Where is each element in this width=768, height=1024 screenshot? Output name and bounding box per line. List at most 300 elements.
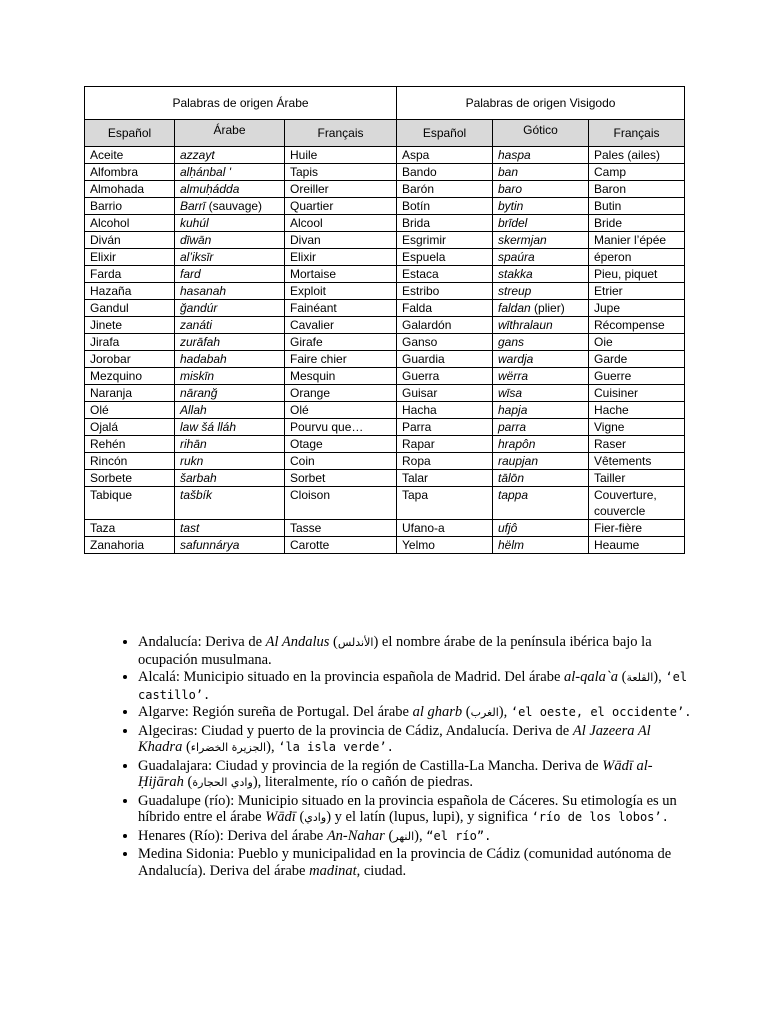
italic-term: al-qala`a (564, 669, 618, 685)
text-part: ( (182, 739, 191, 755)
source-word-cell (175, 283, 285, 300)
table-row (85, 181, 685, 198)
place-name: Algeciras (138, 722, 194, 739)
source-word-cell (175, 537, 285, 554)
text-part: ), (414, 827, 427, 844)
cell-text: Talar (402, 471, 429, 485)
source-word-cell (175, 249, 285, 266)
word-cell (85, 436, 175, 453)
cell-text: Carotte (290, 538, 330, 552)
source-word-cell (175, 317, 285, 334)
cell-text: Quartier (290, 199, 334, 213)
list-item (138, 723, 698, 757)
word-cell (397, 385, 493, 402)
word-cell (589, 317, 685, 334)
quoted-meaning: ‘río de los lobos’. (531, 810, 669, 824)
source-word-cell (175, 266, 285, 283)
cell-text: Brida (402, 216, 431, 230)
place-name-list (108, 634, 698, 880)
cell-text: Aspa (402, 148, 430, 162)
word-cell (589, 402, 685, 419)
arabic-script: وادي (304, 811, 327, 824)
cell-text: hrapôn (498, 437, 536, 451)
source-word-cell (175, 487, 285, 520)
word-cell (285, 147, 397, 164)
text-part: ( (329, 634, 338, 650)
word-cell (285, 402, 397, 419)
place-name: Henares (Río) (138, 827, 220, 844)
cell-text: hëlm (498, 538, 525, 552)
word-cell (285, 283, 397, 300)
word-cell (589, 520, 685, 537)
cell-text: Huile (290, 148, 318, 162)
cell-text: Cloison (290, 488, 331, 502)
cell-text: Aceite (90, 148, 124, 162)
table-row (85, 385, 685, 402)
source-word-cell (493, 266, 589, 283)
cell-text: rihān (180, 437, 207, 451)
word-cell (85, 164, 175, 181)
text-part: ( (295, 809, 305, 825)
cell-text: Exploit (290, 284, 327, 298)
text-part: ( (183, 774, 193, 790)
cell-text: Hazaña (90, 284, 132, 298)
cell-text: Esgrimir (402, 233, 446, 247)
text-part: ), literalmente, río o cañón de piedras. (252, 774, 474, 790)
cell-text: Otage (290, 437, 323, 451)
word-cell (85, 181, 175, 198)
word-cell (85, 453, 175, 470)
cell-text: Girafe (290, 335, 323, 349)
word-cell (589, 181, 685, 198)
text-part: ), (653, 669, 666, 685)
cell-text: Baron (594, 182, 627, 196)
cell-text: Botín (402, 199, 431, 213)
source-word-cell (175, 181, 285, 198)
word-cell (589, 419, 685, 436)
cell-text: Garde (594, 352, 628, 366)
word-cell (285, 537, 397, 554)
cell-text: hadabah (180, 352, 227, 366)
cell-text: wīthralaun (498, 318, 553, 332)
source-word-cell (493, 436, 589, 453)
italic-term: Al Jazeera Al Khadra (138, 722, 651, 755)
source-word-cell (493, 215, 589, 232)
word-cell (85, 266, 175, 283)
cell-text: Ropa (402, 454, 431, 468)
word-cell (589, 164, 685, 181)
source-word-cell (175, 334, 285, 351)
source-word-cell (175, 215, 285, 232)
text-part: : Municipio situado en la provincia española de Cáceres. Su etimología es un híbrido entre el árabe (138, 792, 677, 825)
cell-text: Cavalier (290, 318, 335, 332)
source-word-cell (175, 351, 285, 368)
list-item (138, 634, 698, 668)
word-cell (85, 300, 175, 317)
table-row (85, 470, 685, 487)
table-row (85, 147, 685, 164)
text-part: : Ciudad y puerto de la provincia de Cádiz, Andalucía. Deriva de (193, 722, 573, 739)
table-row (85, 402, 685, 419)
cell-text: Guardia (402, 352, 445, 366)
cell-text: rukn (180, 454, 204, 468)
cell-text: Mezquino (90, 369, 143, 383)
arabic-script: النهر (393, 829, 415, 843)
cell-text: Raser (594, 437, 627, 451)
source-word-cell (175, 402, 285, 419)
table-row (85, 300, 685, 317)
word-cell (397, 300, 493, 317)
text-part: ( (384, 827, 394, 844)
text-part: ( (462, 704, 471, 720)
cell-text: Elixir (290, 250, 316, 264)
quoted-meaning: ‘el oeste, el occidente’. (510, 705, 692, 719)
place-name: Medina Sidonia (138, 846, 231, 862)
word-cell (85, 334, 175, 351)
word-cell (397, 520, 493, 537)
cell-text: Elixir (90, 250, 116, 264)
cell-text: Jorobar (90, 352, 131, 366)
word-cell (397, 317, 493, 334)
cell-text: baro (498, 182, 523, 196)
word-cell (397, 164, 493, 181)
place-name: Algarve (138, 704, 185, 720)
cell-text: tālōn (498, 471, 525, 485)
word-cell (589, 147, 685, 164)
cell-text: Ganso (402, 335, 438, 349)
cell-text: Farda (90, 267, 122, 281)
cell-text: ban (498, 165, 519, 179)
word-cell (285, 232, 397, 249)
word-cell (397, 334, 493, 351)
cell-text: Divan (290, 233, 321, 247)
group-header-row (85, 87, 685, 120)
source-word-cell (493, 351, 589, 368)
source-word-cell (493, 470, 589, 487)
source-word-cell (493, 164, 589, 181)
word-cell (285, 419, 397, 436)
table-row (85, 487, 685, 520)
source-word-cell (175, 520, 285, 537)
source-word-cell (175, 470, 285, 487)
word-cell (285, 487, 397, 520)
word-cell (85, 147, 175, 164)
word-cell (285, 470, 397, 487)
col-header-gotico: Gótico (493, 120, 589, 147)
cell-text: Camp (594, 165, 627, 179)
table-row (85, 368, 685, 385)
cell-text: Heaume (594, 538, 640, 552)
col-header-arabe: Árabe (175, 120, 285, 147)
text-part: ), (266, 739, 279, 755)
cell-text: Parra (402, 420, 432, 434)
source-word-cell (493, 334, 589, 351)
source-word-cell (493, 453, 589, 470)
table-row (85, 249, 685, 266)
word-cell (85, 520, 175, 537)
cell-text: Jupe (594, 301, 621, 315)
word-cell (589, 487, 685, 520)
cell-text: brīdel (498, 216, 528, 230)
table-row (85, 198, 685, 215)
source-word-cell (493, 300, 589, 317)
word-cell (397, 232, 493, 249)
text-part: ) y el latín (lupus, lupi), y significa (326, 809, 532, 825)
word-cell (285, 198, 397, 215)
cell-text: Pourvu que… (290, 420, 364, 434)
cell-text: Faire chier (290, 352, 347, 366)
cell-text: Naranja (90, 386, 133, 400)
cell-text: Etrier (594, 284, 623, 298)
word-cell (397, 351, 493, 368)
cell-text: raupjan (498, 454, 539, 468)
list-item (138, 793, 698, 827)
source-word-cell (493, 232, 589, 249)
word-cell (589, 232, 685, 249)
cell-text: stakka (498, 267, 533, 281)
cell-text: safunnárya (180, 538, 240, 552)
cell-note: (plier) (530, 301, 565, 315)
word-cell (589, 351, 685, 368)
source-word-cell (493, 317, 589, 334)
table-row (85, 266, 685, 283)
col-header-francais-arabic: Français (285, 120, 397, 147)
word-cell (589, 283, 685, 300)
source-word-cell (493, 368, 589, 385)
cell-text: Rincón (90, 454, 128, 468)
list-item (138, 669, 698, 703)
cell-text: Tailler (594, 471, 626, 485)
word-cell (85, 283, 175, 300)
cell-text: Vigne (594, 420, 625, 434)
cell-text: Taza (90, 521, 116, 535)
word-cell (85, 487, 175, 520)
table-row (85, 164, 685, 181)
word-cell (85, 368, 175, 385)
cell-text: almuḥádda (180, 182, 240, 196)
word-cell (285, 520, 397, 537)
cell-text: Couverture, couvercle (594, 488, 657, 518)
word-cell (397, 215, 493, 232)
table-row (85, 537, 685, 554)
word-cell (589, 198, 685, 215)
source-word-cell (175, 232, 285, 249)
word-cell (397, 249, 493, 266)
table-row (85, 436, 685, 453)
word-cell (285, 385, 397, 402)
word-cell (589, 385, 685, 402)
word-cell (85, 249, 175, 266)
quoted-meaning: ‘el castillo’. (138, 670, 688, 702)
italic-term: madinat (309, 862, 357, 879)
cell-text: tašbík (180, 488, 213, 502)
cell-text: miskīn (180, 369, 215, 383)
word-cell (397, 283, 493, 300)
source-word-cell (175, 164, 285, 181)
cell-text: bytin (498, 199, 524, 213)
word-cell (589, 436, 685, 453)
text-part: : Deriva de (197, 634, 266, 650)
cell-text: tast (180, 521, 200, 535)
cell-text: dīwān (180, 233, 212, 247)
cell-text: Olé (90, 403, 109, 417)
word-cell (285, 351, 397, 368)
source-word-cell (175, 368, 285, 385)
cell-text: Fier-fière (594, 521, 643, 535)
word-cell (85, 232, 175, 249)
text-part: : Municipio situado en la provincia española de Madrid. Del árabe (175, 669, 565, 685)
word-cell (589, 266, 685, 283)
word-cell (589, 300, 685, 317)
source-word-cell (493, 402, 589, 419)
cell-text: kuhúl (180, 216, 209, 230)
quoted-meaning: “el río”. (426, 828, 492, 843)
table-row (85, 419, 685, 436)
italic-term: An-Nahar (326, 827, 385, 844)
cell-text: Guisar (402, 386, 438, 400)
word-cell (85, 385, 175, 402)
cell-text: Olé (290, 403, 309, 417)
table-row (85, 317, 685, 334)
word-cell (285, 453, 397, 470)
text-part: ( (617, 669, 627, 685)
place-name: Guadalupe (río) (138, 792, 231, 809)
cell-text: gans (498, 335, 525, 349)
text-part: ), (498, 704, 511, 720)
place-name: Guadalajara (138, 757, 209, 774)
source-word-cell (175, 453, 285, 470)
cell-text: Falda (402, 301, 433, 315)
cell-text: Alfombra (90, 165, 139, 179)
arabic-script: وادي الحجارة (192, 776, 253, 789)
cell-text: faldan (498, 301, 531, 315)
source-word-cell (493, 385, 589, 402)
word-cell (589, 368, 685, 385)
word-cell (397, 470, 493, 487)
arabic-script: الجزيرة الخضراء (190, 741, 267, 754)
word-cell (285, 300, 397, 317)
cell-text: Manier l’épée (594, 233, 667, 247)
word-cell (589, 470, 685, 487)
cell-text: parra (498, 420, 527, 434)
source-word-cell (175, 300, 285, 317)
cell-text: Bando (402, 165, 437, 179)
cell-text: Zanahoria (90, 538, 145, 552)
word-cell (285, 181, 397, 198)
source-word-cell (175, 198, 285, 215)
cell-text: Hache (594, 403, 629, 417)
cell-text: nāranğ (180, 386, 218, 400)
cell-text: wërra (498, 369, 529, 383)
word-cell (285, 266, 397, 283)
text-part: : Pueblo y municipalidad en la provincia de Cádiz (comunidad autónoma de Andalucía). Deriva del árabe (138, 846, 672, 879)
cell-text: Tabique (90, 488, 133, 502)
cell-text: Ufano-a (402, 521, 445, 535)
cell-text: ğandúr (180, 301, 218, 315)
cell-text: Récompense (594, 318, 665, 332)
source-word-cell (493, 198, 589, 215)
cell-text: Guerra (402, 369, 440, 383)
word-cell (397, 198, 493, 215)
cell-text: azzayt (180, 148, 215, 162)
source-word-cell (493, 249, 589, 266)
cell-text: Tasse (290, 521, 322, 535)
source-word-cell (493, 487, 589, 520)
word-cell (85, 537, 175, 554)
source-word-cell (493, 520, 589, 537)
cell-text: Sorbet (290, 471, 326, 485)
cell-text: Estaca (402, 267, 439, 281)
word-cell (285, 334, 397, 351)
cell-text: hasanah (180, 284, 227, 298)
source-word-cell (493, 181, 589, 198)
text-part: ) el nombre árabe de la península ibérica bajo la ocupación musulmana. (138, 634, 652, 668)
word-cell (397, 487, 493, 520)
word-cell (285, 215, 397, 232)
cell-text: Allah (180, 403, 207, 417)
table-row (85, 215, 685, 232)
cell-text: Oie (594, 335, 613, 349)
source-word-cell (493, 419, 589, 436)
list-item (138, 704, 698, 722)
cell-text: Jirafa (90, 335, 120, 349)
etymology-table (84, 86, 685, 554)
list-item (138, 758, 698, 792)
word-cell (589, 249, 685, 266)
cell-text: Orange (290, 386, 331, 400)
word-cell (397, 147, 493, 164)
source-word-cell (175, 385, 285, 402)
cell-note: (sauvage) (205, 199, 263, 213)
word-cell (85, 215, 175, 232)
cell-text: Rapar (402, 437, 435, 451)
table-row (85, 334, 685, 351)
word-cell (589, 334, 685, 351)
text-part: : Deriva del árabe (219, 827, 327, 844)
cell-text: Tapa (402, 488, 429, 502)
cell-text: Diván (90, 233, 121, 247)
table-body (85, 147, 685, 554)
cell-text: hapja (498, 403, 528, 417)
word-cell (589, 215, 685, 232)
cell-text: Cuisiner (594, 386, 639, 400)
table-row (85, 351, 685, 368)
italic-term: Al Andalus (265, 634, 330, 650)
cell-text: fard (180, 267, 201, 281)
cell-text: Alcohol (90, 216, 130, 230)
col-header-espanol-arabic: Español (85, 120, 175, 147)
word-cell (397, 368, 493, 385)
cell-text: Butin (594, 199, 622, 213)
table-row (85, 453, 685, 470)
cell-text: Oreiller (290, 182, 329, 196)
cell-text: spaúra (498, 250, 535, 264)
col-header-francais-visigoth: Français (589, 120, 685, 147)
cell-text: Mesquin (290, 369, 336, 383)
cell-text: skermjan (498, 233, 547, 247)
cell-text: Barrī (180, 199, 206, 213)
cell-text: šarbah (180, 471, 217, 485)
cell-text: ufjô (498, 521, 518, 535)
word-cell (397, 266, 493, 283)
cell-text: Pieu, piquet (594, 267, 658, 281)
word-cell (285, 436, 397, 453)
cell-text: Sorbete (90, 471, 133, 485)
text-part: : Ciudad y provincia de la región de Castilla-La Mancha. Deriva de (208, 757, 603, 774)
word-cell (397, 453, 493, 470)
cell-text: wīsa (498, 386, 523, 400)
cell-text: wardja (498, 352, 534, 366)
